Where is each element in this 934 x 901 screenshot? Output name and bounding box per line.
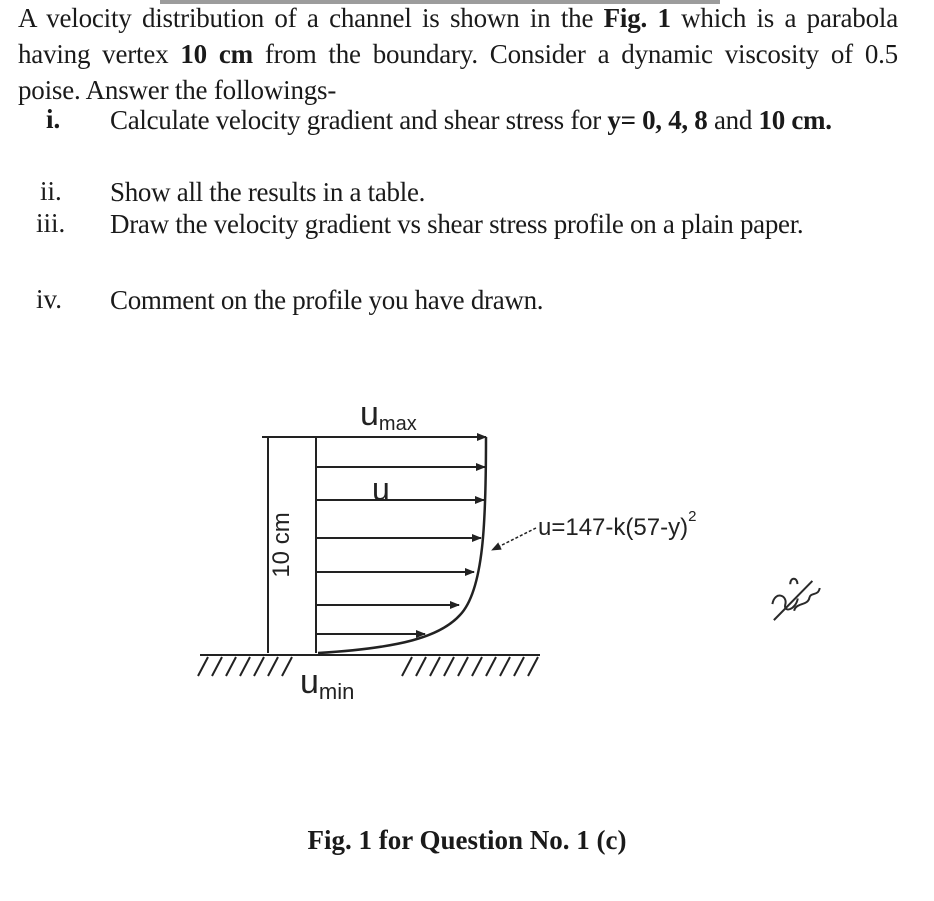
- intro-text-part-1: A velocity distribution of a channel is shown in the: [18, 3, 604, 33]
- item-number: iii.: [36, 208, 66, 238]
- profile-equation: $u=147-k(57-y)^2$: [538, 508, 697, 541]
- item-text-part: Calculate velocity gradient and shear stress for: [110, 105, 608, 135]
- item-bold-values: y= 0, 4, 8: [607, 105, 708, 135]
- intro-text-part-2: which is a parabola having vertex: [18, 3, 898, 69]
- signature: [761, 569, 822, 623]
- u-label: u: [372, 471, 390, 507]
- height-label: 10 cm: [268, 512, 295, 578]
- item-number: ii.: [40, 176, 62, 206]
- intro-text-part-3: from the boundary. Consider a dynamic viscosity of 0.5 poise. Answer the followings-: [18, 39, 898, 105]
- intro-fig-reference: Fig. 1: [603, 3, 671, 33]
- item-number: i.: [46, 104, 61, 134]
- item-text-part: and: [707, 105, 759, 135]
- velocity-profile-curve: [318, 437, 486, 653]
- item-text: Comment on the profile you have drawn.: [110, 285, 544, 315]
- umax-label: umax: [360, 395, 417, 435]
- item-bold-values: 10 cm.: [758, 105, 832, 135]
- equation-pointer: [492, 528, 536, 550]
- item-text: Draw the velocity gradient vs shear stress profile on a plain paper.: [110, 209, 804, 239]
- intro-vertex-value: 10 cm: [180, 39, 253, 69]
- figure-caption: Fig. 1 for Question No. 1 (c): [307, 825, 627, 855]
- umin-label: umin: [300, 663, 355, 704]
- item-text: Show all the results in a table.: [110, 177, 426, 207]
- item-number: iv.: [36, 284, 62, 314]
- ground-hatching: [198, 657, 538, 676]
